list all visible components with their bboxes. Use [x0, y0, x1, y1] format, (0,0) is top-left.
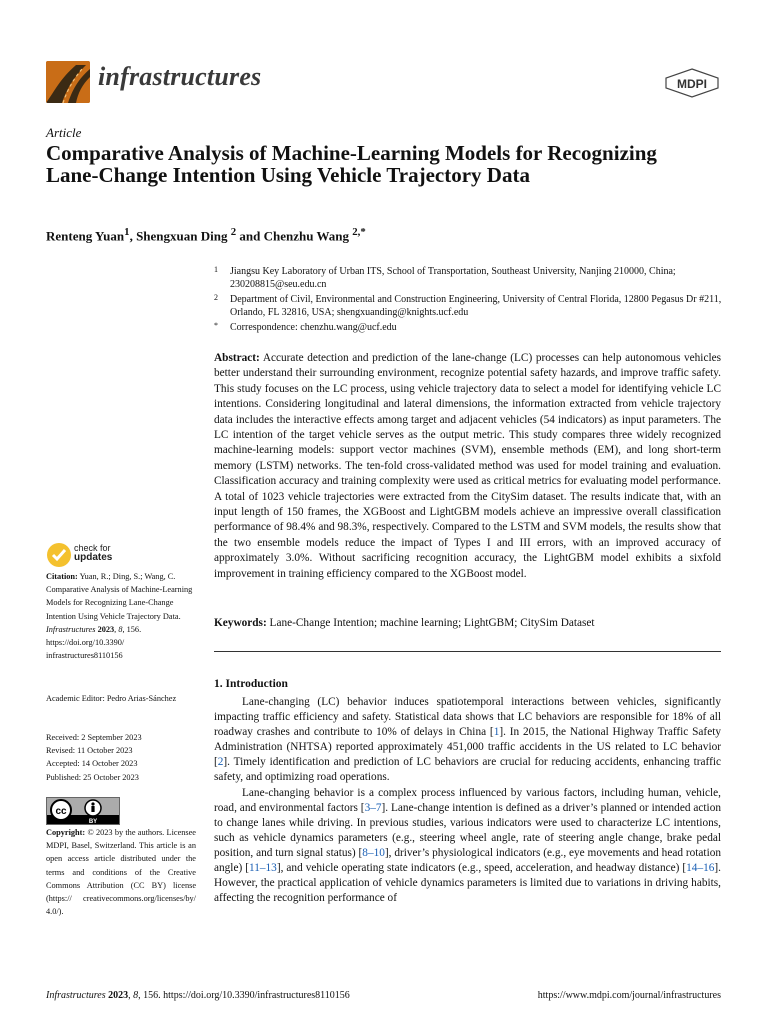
affiliation-mark: 1	[214, 265, 218, 274]
abstract-text: Accurate detection and prediction of the lane-change (LC) processes can help autonomous vehicles better understand their surrounding environment, recognize potential safety hazards, and improve traffic safety. This study focuses on the LC process, using vehicle trajectory data to select a model for identifying vehicle LC intentions. Considering longitudinal and lateral dimensions, the information extracted from vehicle trajectory data includes the interactive effects among target and adjacent vehicles (54 indicators) as input parameters. The LC intention of the target vehicle serves as the output metric. This study compares three widely recognized machine-learning models: support vector machines (SVM), ensemble methods (EM), and long short-term memory (LSTM) networks. The ten-fold cross-validated method was used for model training and evaluation. Classification accuracy and training complexity were used as critical metrics for evaluating model performance. A total of 1023 vehicle trajectories were extracted from the CitySim dataset. The results indicate that, with an input length of 150 frames, the XGBoost and LightGBM models achieve an impressive overall classification performance of 98.4% and 98.3%, respectively. Compared to the LSTM and SVM models, the results show that the two ensemble models reduce the impact of Types I and III errors, with an improved accuracy of approximately 3.0%. Without sacrificing recognition accuracy, the LightGBM model exhibits a sixfold improvement in training efficiency compared to the XGBoost model.	[214, 352, 722, 580]
journal-name: infrastructures	[98, 62, 262, 91]
footer-volume: 8	[133, 990, 139, 1001]
affiliations	[214, 265, 729, 336]
affiliation-item	[214, 265, 729, 291]
citation-ref-link[interactable]: 8–10	[362, 846, 385, 859]
footer-journal-url[interactable]: https://www.mdpi.com/journal/infrastructures	[537, 990, 721, 1001]
introduction-body	[214, 695, 721, 906]
author-separator: ,	[129, 228, 137, 244]
mdpi-logo	[664, 68, 720, 98]
check-for-updates-badge[interactable]	[46, 542, 166, 568]
footer-citation: Infrastructures 2023, 8, 156. https://doi.org/10.3390/infrastructures8110156	[46, 990, 350, 1001]
citation-ref-link[interactable]: 1	[493, 726, 500, 739]
citation-ref-link[interactable]: 2	[217, 756, 224, 769]
author-name[interactable]: Shengxuan Ding	[136, 228, 228, 244]
footer-year: 2023	[108, 990, 129, 1001]
article-type: Article	[46, 125, 82, 140]
copyright-block	[46, 826, 196, 918]
citation-journal: Infrastructures	[46, 624, 96, 634]
affiliation-mark: 2	[214, 293, 218, 302]
publication-dates	[46, 731, 196, 784]
citation-year: 2023	[97, 624, 115, 634]
copyright-text: © 2023 by the authors. Licensee MDPI, Basel, Switzerland. This article is an open access article distributed under the terms and conditions of the Creative Commons Attribution (CC BY) license (https:// creativecommons.org/licenses/by/ 4.0/).	[46, 828, 196, 917]
affiliation-item	[214, 293, 729, 319]
citation-label: Citation:	[46, 572, 78, 581]
cc-by-license-badge[interactable]	[46, 797, 120, 825]
affiliation-item	[214, 321, 729, 334]
author-affil-mark: 2,*	[352, 226, 366, 238]
author-affil-mark: 2	[230, 226, 237, 238]
affiliation-text: Department of Civil, Environmental and Construction Engineering, University of Central Florida, 12800 Pegasus Dr #211, Orlando, FL 32816, USA; shengxuanding@knights.ucf.edu	[230, 294, 722, 318]
keywords	[214, 617, 721, 629]
check-updates-line2: updates	[74, 552, 113, 563]
paper-title: Comparative Analysis of Machine-Learning Models for Recognizing Lane-Change Intention Using Vehicle Trajectory Data	[46, 141, 657, 187]
paragraph-text: Lane-changing (LC) behavior induces spatiotemporal interactions between vehicles, significantly impacting traffic efficiency and safety. Statistical data shows that LC behaviors are responsible for 18% of all roadway crashes and contribute to 10% of delays in China [	[214, 696, 721, 739]
date-revised: Revised: 11 October 2023	[46, 746, 133, 756]
citation-ref-link[interactable]: 11–13	[249, 862, 277, 875]
affiliation-text: Correspondence: chenzhu.wang@ucf.edu	[230, 322, 397, 333]
citation-volume: 8	[118, 624, 123, 634]
keywords-label: Keywords:	[214, 617, 267, 629]
citation-ref-link[interactable]: 3–7	[364, 801, 382, 814]
paragraph-text: ], and vehicle operating state indicators (e.g., speed, acceleration, and headway distance) [	[276, 862, 687, 875]
affiliation-text: Jiangsu Key Laboratory of Urban ITS, School of Transportation, Southeast University, Nanjing 210000, China; 230208815@seu.edu.cn	[230, 266, 676, 290]
section-divider	[214, 651, 721, 652]
section-heading: 1. Introduction	[214, 678, 288, 690]
abstract	[214, 351, 721, 582]
citation-doi[interactable]: , 156. https://doi.org/10.3390/ infrastructures8110156	[46, 624, 142, 661]
svg-text:cc: cc	[55, 806, 67, 817]
author-list	[46, 226, 366, 244]
author-affil-mark: 1	[124, 226, 130, 238]
svg-text:MDPI: MDPI	[677, 77, 707, 91]
footer-journal: Infrastructures	[46, 990, 106, 1001]
paragraph-text: ], driver’s physiological indicators (e.g., eye movements and head rotation angle) [	[214, 846, 722, 875]
svg-text:BY: BY	[88, 819, 98, 824]
check-updates-line1: check for	[74, 543, 111, 553]
paragraph-text: ]. Lane-change intention is defined as a driver’s planned or intended action to change lanes while driving. In previous studies, various indicators were used to characterize LC intentions, such as vehicle dynamics parameters (e.g., steering wheel angle, rate of steering angle change, brake pedal position, and turn signal status) [	[214, 801, 721, 859]
date-accepted: Accepted: 14 October 2023	[46, 759, 138, 769]
author-separator: and	[236, 228, 264, 244]
footer-doi-link[interactable]: , 156. https://doi.org/10.3390/infrastructures8110156	[138, 990, 350, 1001]
date-published: Published: 25 October 2023	[46, 772, 139, 782]
paragraph-text: Lane-changing behavior is a complex process influenced by various factors, including human, vehicle, road, and environmental factors [	[214, 786, 721, 814]
paragraph-text: ]. In 2015, the National Highway Traffic Safety Administration (NHTSA) reported approximately 451,000 traffic accidents in the US related to LC behavior [	[214, 726, 721, 769]
paragraph	[214, 695, 721, 786]
paragraph-text: ]. However, the practical application of vehicle dynamics parameters is limited due to variations in driving habits, affecting the recognition performance of	[214, 862, 721, 905]
abstract-label: Abstract:	[214, 352, 260, 364]
date-received: Received: 2 September 2023	[46, 733, 142, 742]
paragraph	[214, 786, 721, 907]
paragraph-text: ]. Timely identification and prediction of LC behaviors are crucial for reducing accidents, enhancing traffic safety, and optimizing road operations.	[214, 756, 721, 784]
author-name[interactable]: Renteng Yuan	[46, 228, 125, 244]
affiliation-mark: *	[214, 321, 218, 330]
citation-block: Citation: Yuan, R.; Ding, S.; Wang, C. Comparative Analysis of Machine-Learning Models for Recognizing Lane-Change Intention Using Vehicle Trajectory Data. Infrastructures 2023, 8, 156. https://doi.org/10.3390/ infrastructures8110156	[46, 572, 193, 661]
journal-logo	[46, 61, 90, 103]
citation-text: Yuan, R.; Ding, S.; Wang, C. Comparative Analysis of Machine-Learning Models for Recognizing Lane-Change Intention Using Vehicle Trajectory Data.	[46, 572, 193, 621]
copyright-label: Copyright:	[46, 828, 86, 837]
author-name[interactable]: Chenzhu Wang	[263, 228, 349, 244]
citation-ref-link[interactable]: 14–16	[686, 862, 715, 875]
academic-editor: Academic Editor: Pedro Arias-Sánchez	[46, 694, 177, 703]
keywords-text: Lane-Change Intention; machine learning; LightGBM; CitySim Dataset	[269, 617, 595, 629]
